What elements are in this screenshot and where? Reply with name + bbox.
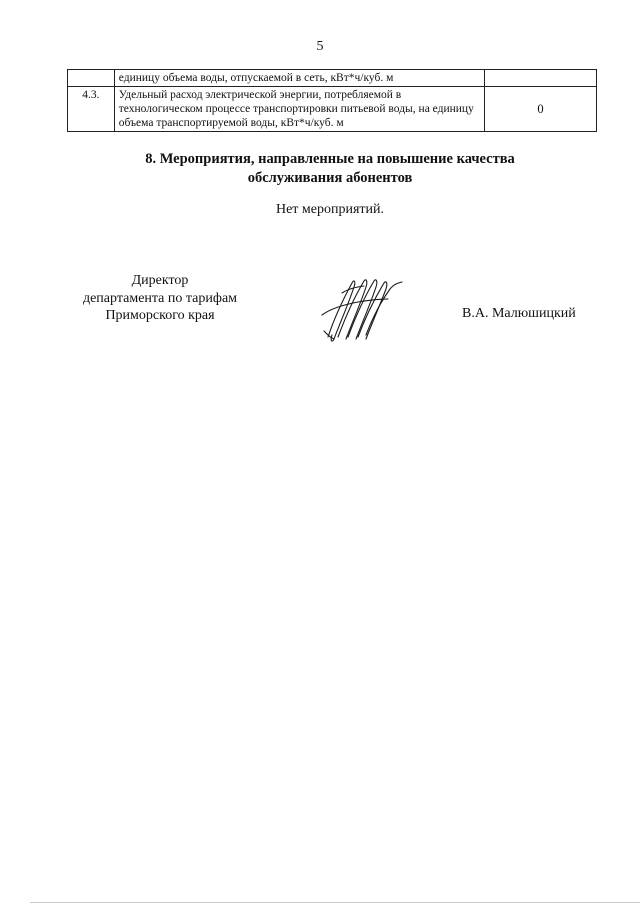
row-number-cell bbox=[68, 70, 115, 87]
signatory-name: В.А. Малюшицкий bbox=[462, 306, 576, 321]
indicators-table bbox=[67, 69, 597, 132]
row-number-cell: 4.3. bbox=[68, 87, 115, 132]
page-bottom-edge bbox=[30, 902, 640, 903]
section-heading bbox=[0, 150, 640, 188]
row-name-cell: Удельный расход электрической энергии, потребляемой в технологическом процессе транспортировки питьевой воды, на единицу объема транспортируемой воды, кВт*ч/куб. м bbox=[114, 87, 484, 132]
table-row bbox=[68, 87, 597, 132]
signatory-title-line-1: Директор bbox=[131, 273, 189, 288]
section-body-text: Нет мероприятий. bbox=[275, 202, 385, 217]
page-number: 5 bbox=[316, 39, 324, 54]
row-value-cell: 0 bbox=[484, 87, 596, 132]
row-name-cell: единицу объема воды, отпускаемой в сеть, кВт*ч/куб. м bbox=[114, 70, 484, 87]
signatory-title-line-2: департамента по тарифам bbox=[82, 290, 238, 306]
section-heading-line-1: 8. Мероприятия, направленные на повышение качества bbox=[145, 151, 515, 167]
section-heading-line-2: обслуживания абонентов bbox=[247, 170, 413, 186]
signatory-title-line-3: Приморского края bbox=[105, 308, 215, 323]
handwritten-signature bbox=[318, 275, 408, 345]
table-row bbox=[68, 70, 597, 87]
signatory-title bbox=[55, 272, 265, 325]
row-value-cell bbox=[484, 70, 596, 87]
